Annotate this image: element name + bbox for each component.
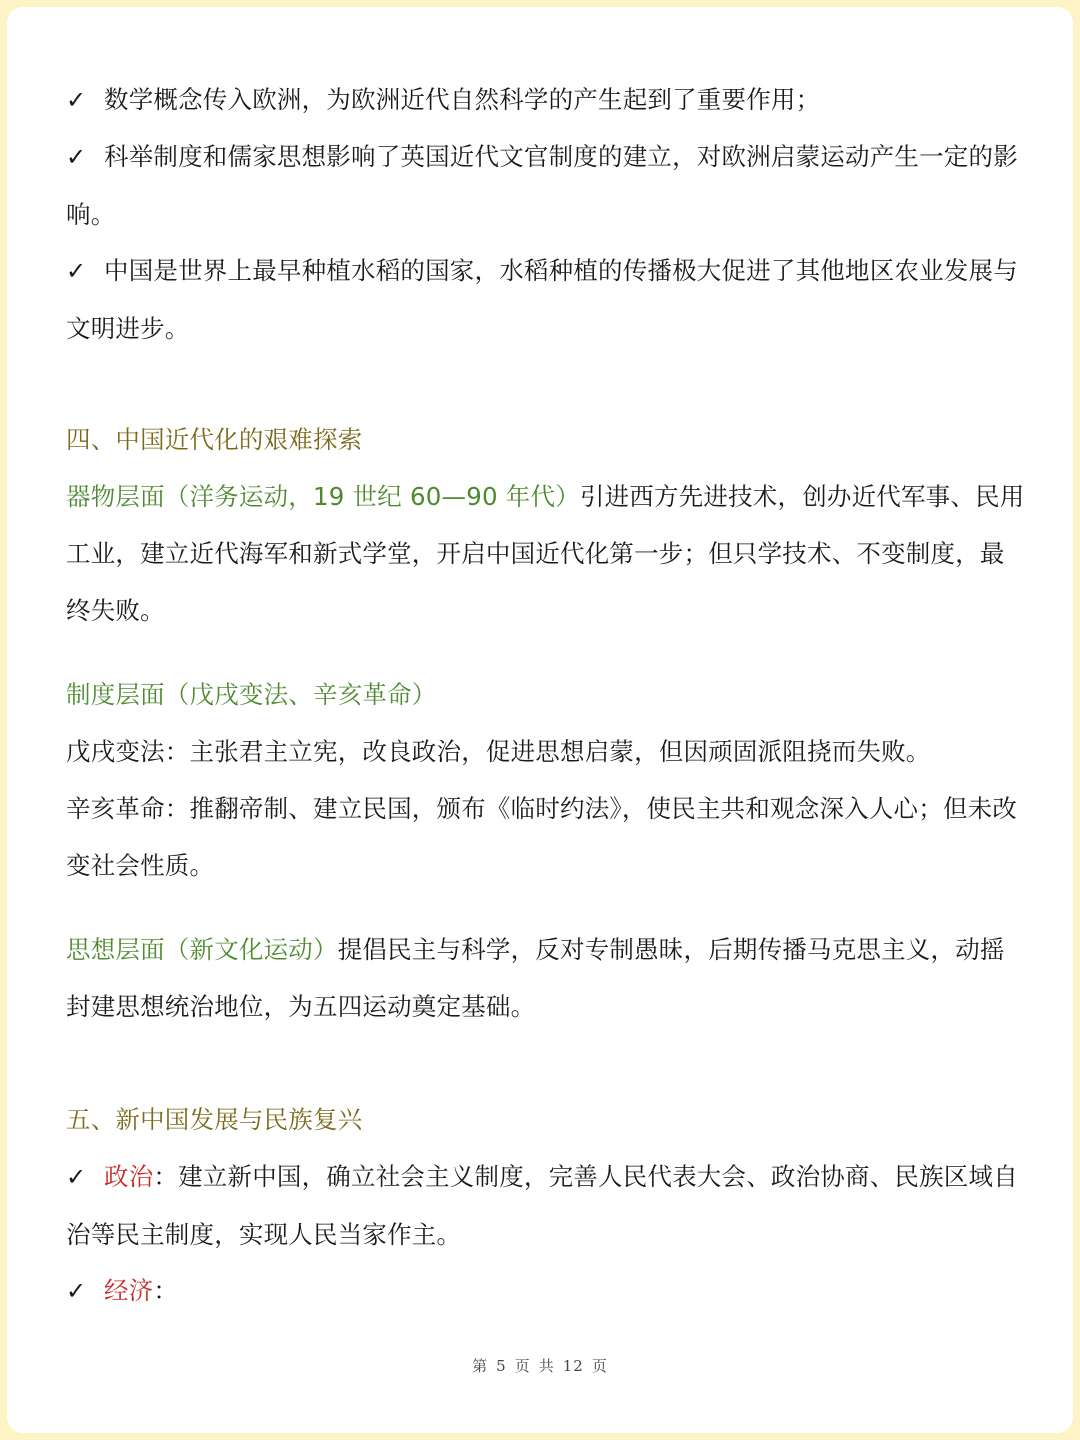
- bullet-rice: [66, 242, 1028, 357]
- footer-current-page: 5: [496, 1357, 507, 1375]
- paragraph-text: 提倡民主与科学，反对专制愚昧，后期传播马克思主义，动摇封建思想统治地位，为五四运动奠定基础。: [66, 935, 1005, 1021]
- check-icon: ✓: [66, 143, 87, 171]
- paragraph-thought-level: [66, 921, 1028, 1035]
- paragraph-label-institution: 制度层面（戊戌变法、辛亥革命）: [66, 680, 437, 709]
- footer-total-word: 共: [538, 1357, 555, 1375]
- check-icon: ✓: [66, 1163, 87, 1191]
- check-icon: ✓: [66, 1277, 87, 1305]
- page-number-footer: [7, 1355, 1073, 1376]
- bullet-exam-system: [66, 128, 1028, 243]
- footer-prefix: 第: [472, 1357, 489, 1375]
- check-icon: ✓: [66, 257, 87, 285]
- bullet-economy: [66, 1262, 1028, 1320]
- bullet-text: 数学概念传入欧洲，为欧洲近代自然科学的产生起到了重要作用；: [104, 85, 821, 114]
- footer-total-pages: 12: [562, 1357, 584, 1375]
- paragraph-material-level: [66, 468, 1028, 639]
- footer-page-word: 页: [514, 1357, 531, 1375]
- bullet-math: [66, 71, 1028, 129]
- bullet-text: 中国是世界上最早种植水稻的国家，水稻种植的传播极大促进了其他地区农业发展与文明进步。: [66, 256, 1018, 343]
- paragraph-label: 器物层面（洋务运动，19 世纪 60—90 年代）: [66, 482, 580, 511]
- section-heading-5: 五、新中国发展与民族复兴: [66, 1105, 363, 1134]
- section-heading-4: 四、中国近代化的艰难探索: [66, 425, 363, 454]
- check-icon: ✓: [66, 86, 87, 114]
- bullet-text: ：: [153, 1276, 179, 1305]
- paragraph-text: 引进西方先进技术，创办近代军事、民用工业，建立近代海军和新式学堂，开启中国近代化第一步；但只学技术、不变制度，最终失败。: [66, 482, 1025, 625]
- footer-suffix: 页: [591, 1357, 608, 1375]
- document-page: [7, 7, 1073, 1433]
- bullet-label: 政治: [104, 1162, 154, 1191]
- paragraph-label: 思想层面（新文化运动）: [66, 935, 338, 964]
- bullet-label: 经济: [104, 1276, 154, 1305]
- bullet-text: 科举制度和儒家思想影响了英国近代文官制度的建立，对欧洲启蒙运动产生一定的影响。: [66, 142, 1018, 229]
- bullet-text: ：建立新中国，确立社会主义制度，完善人民代表大会、政治协商、民族区域自治等民主制度，实现人民当家作主。: [66, 1162, 1018, 1249]
- paragraph-xinhai-revolution: 辛亥革命：推翻帝制、建立民国，颁布《临时约法》，使民主共和观念深入人心；但未改变社会性质。: [66, 794, 1018, 880]
- paragraph-wuxu-reform: 戊戌变法：主张君主立宪，改良政治，促进思想启蒙，但因顽固派阻挠而失败。: [66, 737, 931, 766]
- bullet-politics: [66, 1148, 1028, 1263]
